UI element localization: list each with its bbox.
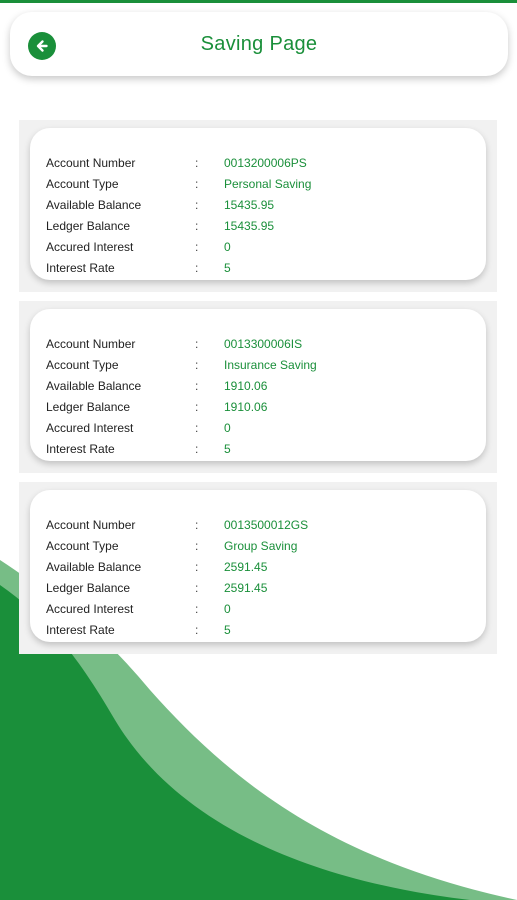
field-value: 15435.95 [224,198,275,212]
field-value: 0 [224,421,231,435]
field-value: 0013200006PS [224,156,307,170]
field-separator: : [195,240,199,254]
field-label: Available Balance [46,379,142,393]
field-value: 2591.45 [224,560,268,574]
field-separator: : [195,623,199,637]
field-label: Interest Rate [46,261,115,275]
account-card-strip [19,301,497,473]
account-card[interactable] [30,490,486,642]
field-value: 0 [224,240,231,254]
field-label: Accured Interest [46,421,134,435]
interest-rate-row [30,439,486,460]
account-number-row [30,515,486,536]
field-value: 5 [224,261,231,275]
account-type-row [30,174,486,195]
field-value: Personal Saving [224,177,312,191]
available-balance-row [30,376,486,397]
account-card-strip [19,482,497,654]
field-value: 1910.06 [224,379,268,393]
field-separator: : [195,337,199,351]
field-separator: : [195,156,199,170]
account-number-row [30,153,486,174]
account-card-strip [19,120,497,292]
account-card[interactable] [30,309,486,461]
field-label: Interest Rate [46,623,115,637]
field-separator: : [195,219,199,233]
field-separator: : [195,442,199,456]
field-separator: : [195,518,199,532]
field-value: 5 [224,442,231,456]
field-separator: : [195,539,199,553]
field-label: Ledger Balance [46,581,131,595]
field-value: Group Saving [224,539,298,553]
field-label: Ledger Balance [46,219,131,233]
field-value: 15435.95 [224,219,275,233]
field-value: 1910.06 [224,400,268,414]
available-balance-row [30,195,486,216]
interest-rate-row [30,258,486,279]
account-card[interactable] [30,128,486,280]
interest-rate-row [30,620,486,641]
field-separator: : [195,421,199,435]
app-header [10,12,508,76]
field-separator: : [195,581,199,595]
field-separator: : [195,177,199,191]
field-separator: : [195,198,199,212]
accured-interest-row [30,237,486,258]
field-label: Account Number [46,156,136,170]
field-label: Accured Interest [46,240,134,254]
field-label: Ledger Balance [46,400,131,414]
ledger-balance-row [30,397,486,418]
field-value: 5 [224,623,231,637]
field-label: Available Balance [46,198,142,212]
field-label: Interest Rate [46,442,115,456]
page-title: Saving Page [200,33,318,55]
field-label: Accured Interest [46,602,134,616]
field-separator: : [195,358,199,372]
field-value: 2591.45 [224,581,268,595]
accured-interest-row [30,599,486,620]
ledger-balance-row [30,216,486,237]
field-separator: : [195,560,199,574]
field-separator: : [195,379,199,393]
field-value: Insurance Saving [224,358,317,372]
field-label: Account Number [46,518,136,532]
field-label: Available Balance [46,560,142,574]
available-balance-row [30,557,486,578]
field-value: 0 [224,602,231,616]
field-label: Account Number [46,337,136,351]
field-label: Account Type [46,358,119,372]
field-separator: : [195,602,199,616]
field-value: 0013500012GS [224,518,309,532]
field-label: Account Type [46,539,119,553]
account-type-row [30,355,486,376]
ledger-balance-row [30,578,486,599]
accured-interest-row [30,418,486,439]
account-number-row [30,334,486,355]
account-type-row [30,536,486,557]
field-separator: : [195,400,199,414]
field-label: Account Type [46,177,119,191]
field-value: 0013300006IS [224,337,303,351]
field-separator: : [195,261,199,275]
